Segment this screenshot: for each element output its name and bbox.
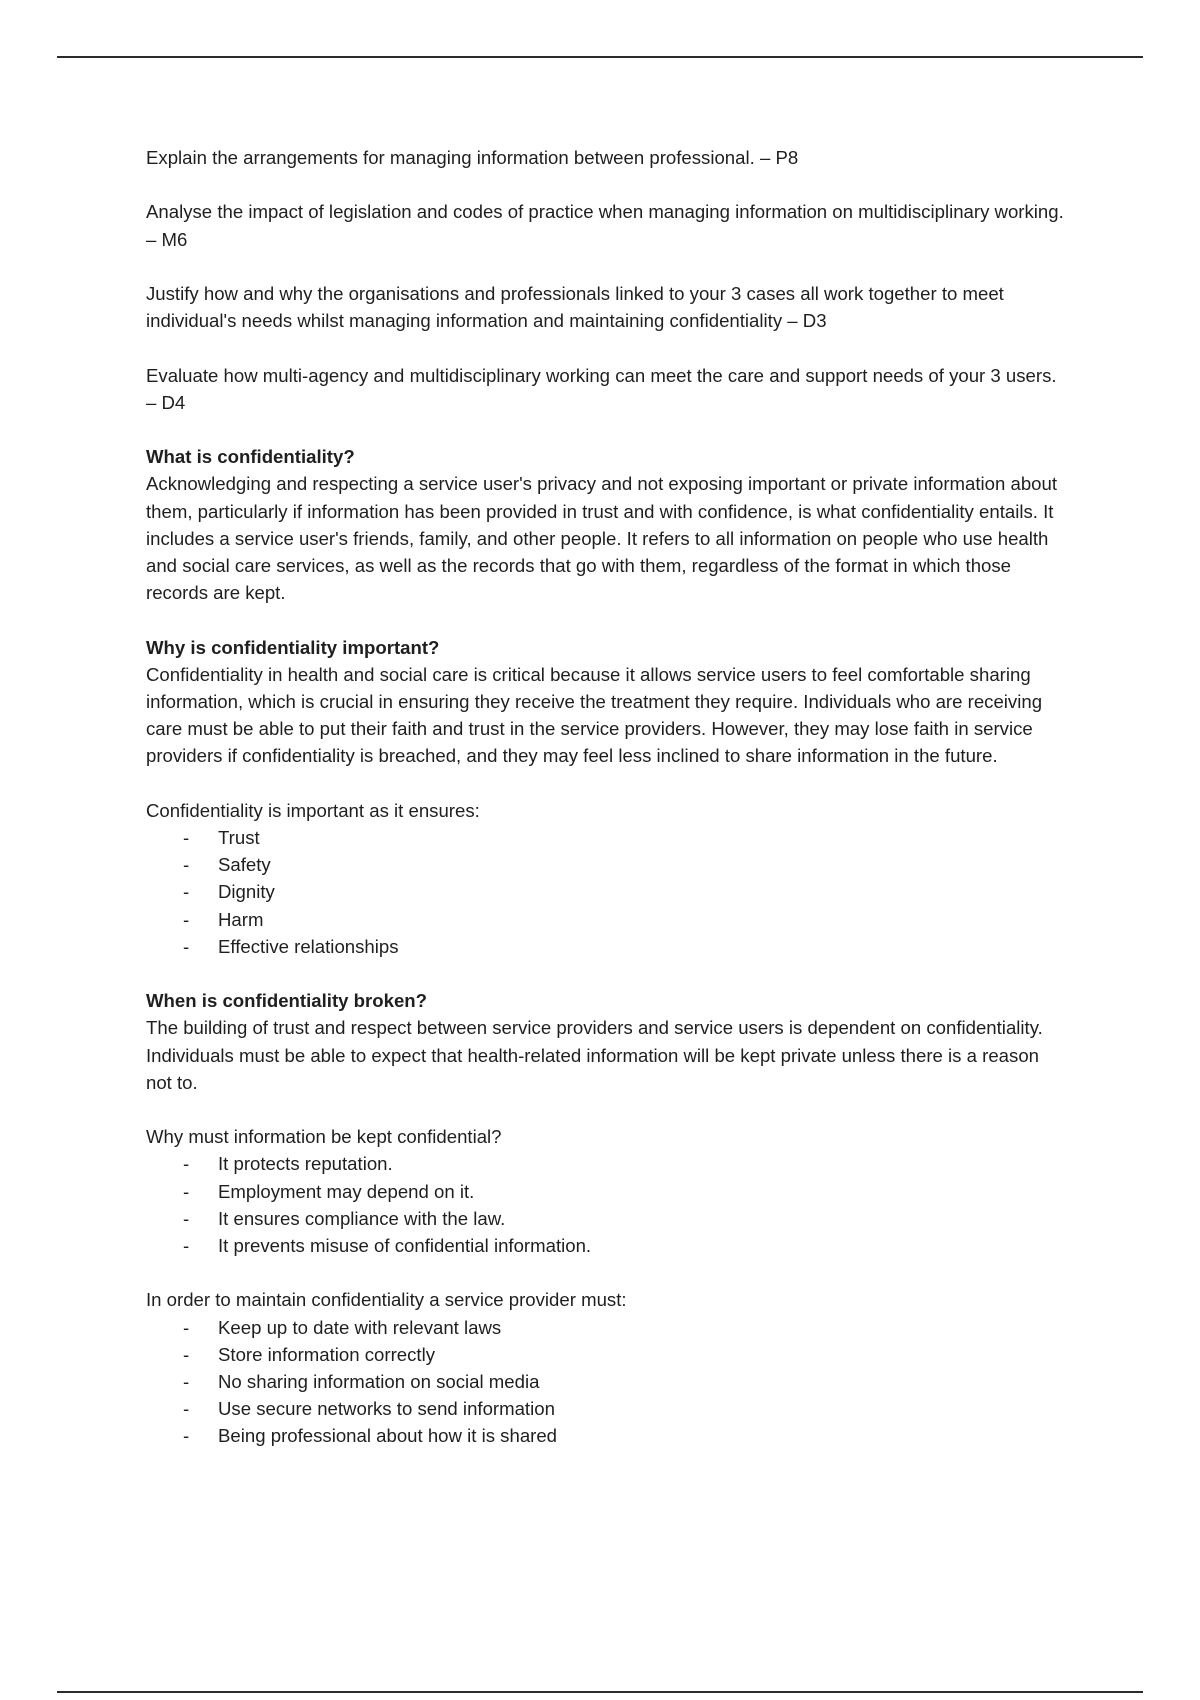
- list-item: - Employment may depend on it.: [146, 1178, 1066, 1205]
- header-rule: [57, 56, 1143, 58]
- dash-bullet: -: [183, 1235, 190, 1256]
- dash-bullet: -: [183, 1398, 190, 1420]
- list-item: - No sharing information on social media: [146, 1368, 1066, 1395]
- list-item: - Store information correctly: [146, 1341, 1066, 1368]
- task-m6: Analyse the impact of legislation and codes of practice when managing information on multidisciplinary working. – M6: [146, 201, 1064, 250]
- dash-bullet: -: [183, 1180, 190, 1202]
- dash-bullet: -: [183, 1207, 190, 1229]
- paragraph-why-important: Confidentiality in health and social care is critical because it allows service users to feel comfortable sharing information, which is crucial in ensuring they receive the treatment they require. Individuals who are receiving care must be able to put their faith and trust in the service providers. However, they may lose faith in service providers if confidentiality is breached, and they may feel less inclined to share information in the future.: [146, 663, 1043, 767]
- heading-why-important: Why is confidentiality important?: [146, 636, 440, 658]
- heading-what-is-confidentiality: What is confidentiality?: [146, 446, 355, 468]
- list-intro-ensures: Confidentiality is important as it ensures:: [146, 799, 480, 821]
- paragraph-when-broken: The building of trust and respect between service providers and service users is dependent on confidentiality. Individuals must be able to expect that health-related information will be kept private unless there is a reason not to.: [146, 1017, 1043, 1093]
- document-body: [146, 144, 1066, 1450]
- dash-bullet: -: [183, 908, 190, 930]
- list-maintain: [146, 1314, 1066, 1450]
- list-intro-why-must: Why must information be kept confidential?: [146, 1126, 502, 1148]
- heading-when-broken: When is confidentiality broken?: [146, 990, 427, 1012]
- list-why-must: [146, 1150, 1066, 1259]
- dash-bullet: -: [183, 1153, 190, 1175]
- list-intro-maintain: In order to maintain confidentiality a service provider must:: [146, 1289, 627, 1311]
- dash-bullet: -: [183, 1371, 190, 1392]
- list-item: - Trust: [146, 824, 1066, 851]
- list-item: - It prevents misuse of confidential information.: [146, 1232, 1066, 1259]
- list-item: - Being professional about how it is shared: [146, 1422, 1066, 1449]
- dash-bullet: -: [183, 826, 190, 848]
- task-d3: Justify how and why the organisations and professionals linked to your 3 cases all work together to meet individual's needs whilst managing information and maintaining confidentiality – D3: [146, 282, 1004, 332]
- paragraph-what-is-confidentiality: Acknowledging and respecting a service user's privacy and not exposing important or private information about them, particularly if information has been provided in trust and with confidence, is what confidentiality entails. It includes a service user's friends, family, and other people. It refers to all information on people who use health and social care services, as well as the records that go with them, regardless of the format in which those records are kept.: [146, 473, 1058, 604]
- list-item: - It protects reputation.: [146, 1150, 1066, 1177]
- list-item: - Harm: [146, 906, 1066, 933]
- dash-bullet: -: [183, 935, 190, 957]
- list-item: - Use secure networks to send information: [146, 1395, 1066, 1422]
- list-item: - Keep up to date with relevant laws: [146, 1314, 1066, 1341]
- dash-bullet: -: [183, 1425, 190, 1447]
- dash-bullet: -: [183, 1316, 190, 1338]
- footer-rule: [57, 1691, 1143, 1693]
- list-item: - It ensures compliance with the law.: [146, 1205, 1066, 1232]
- list-item: - Dignity: [146, 878, 1066, 905]
- task-p8: Explain the arrangements for managing information between professional. – P8: [146, 147, 799, 168]
- task-d4: Evaluate how multi-agency and multidisciplinary working can meet the care and support needs of your 3 users. – D4: [146, 364, 1057, 413]
- dash-bullet: -: [183, 881, 190, 903]
- list-ensures: [146, 824, 1066, 960]
- dash-bullet: -: [183, 1343, 190, 1365]
- list-item: - Safety: [146, 851, 1066, 878]
- list-item: - Effective relationships: [146, 933, 1066, 960]
- dash-bullet: -: [183, 854, 190, 876]
